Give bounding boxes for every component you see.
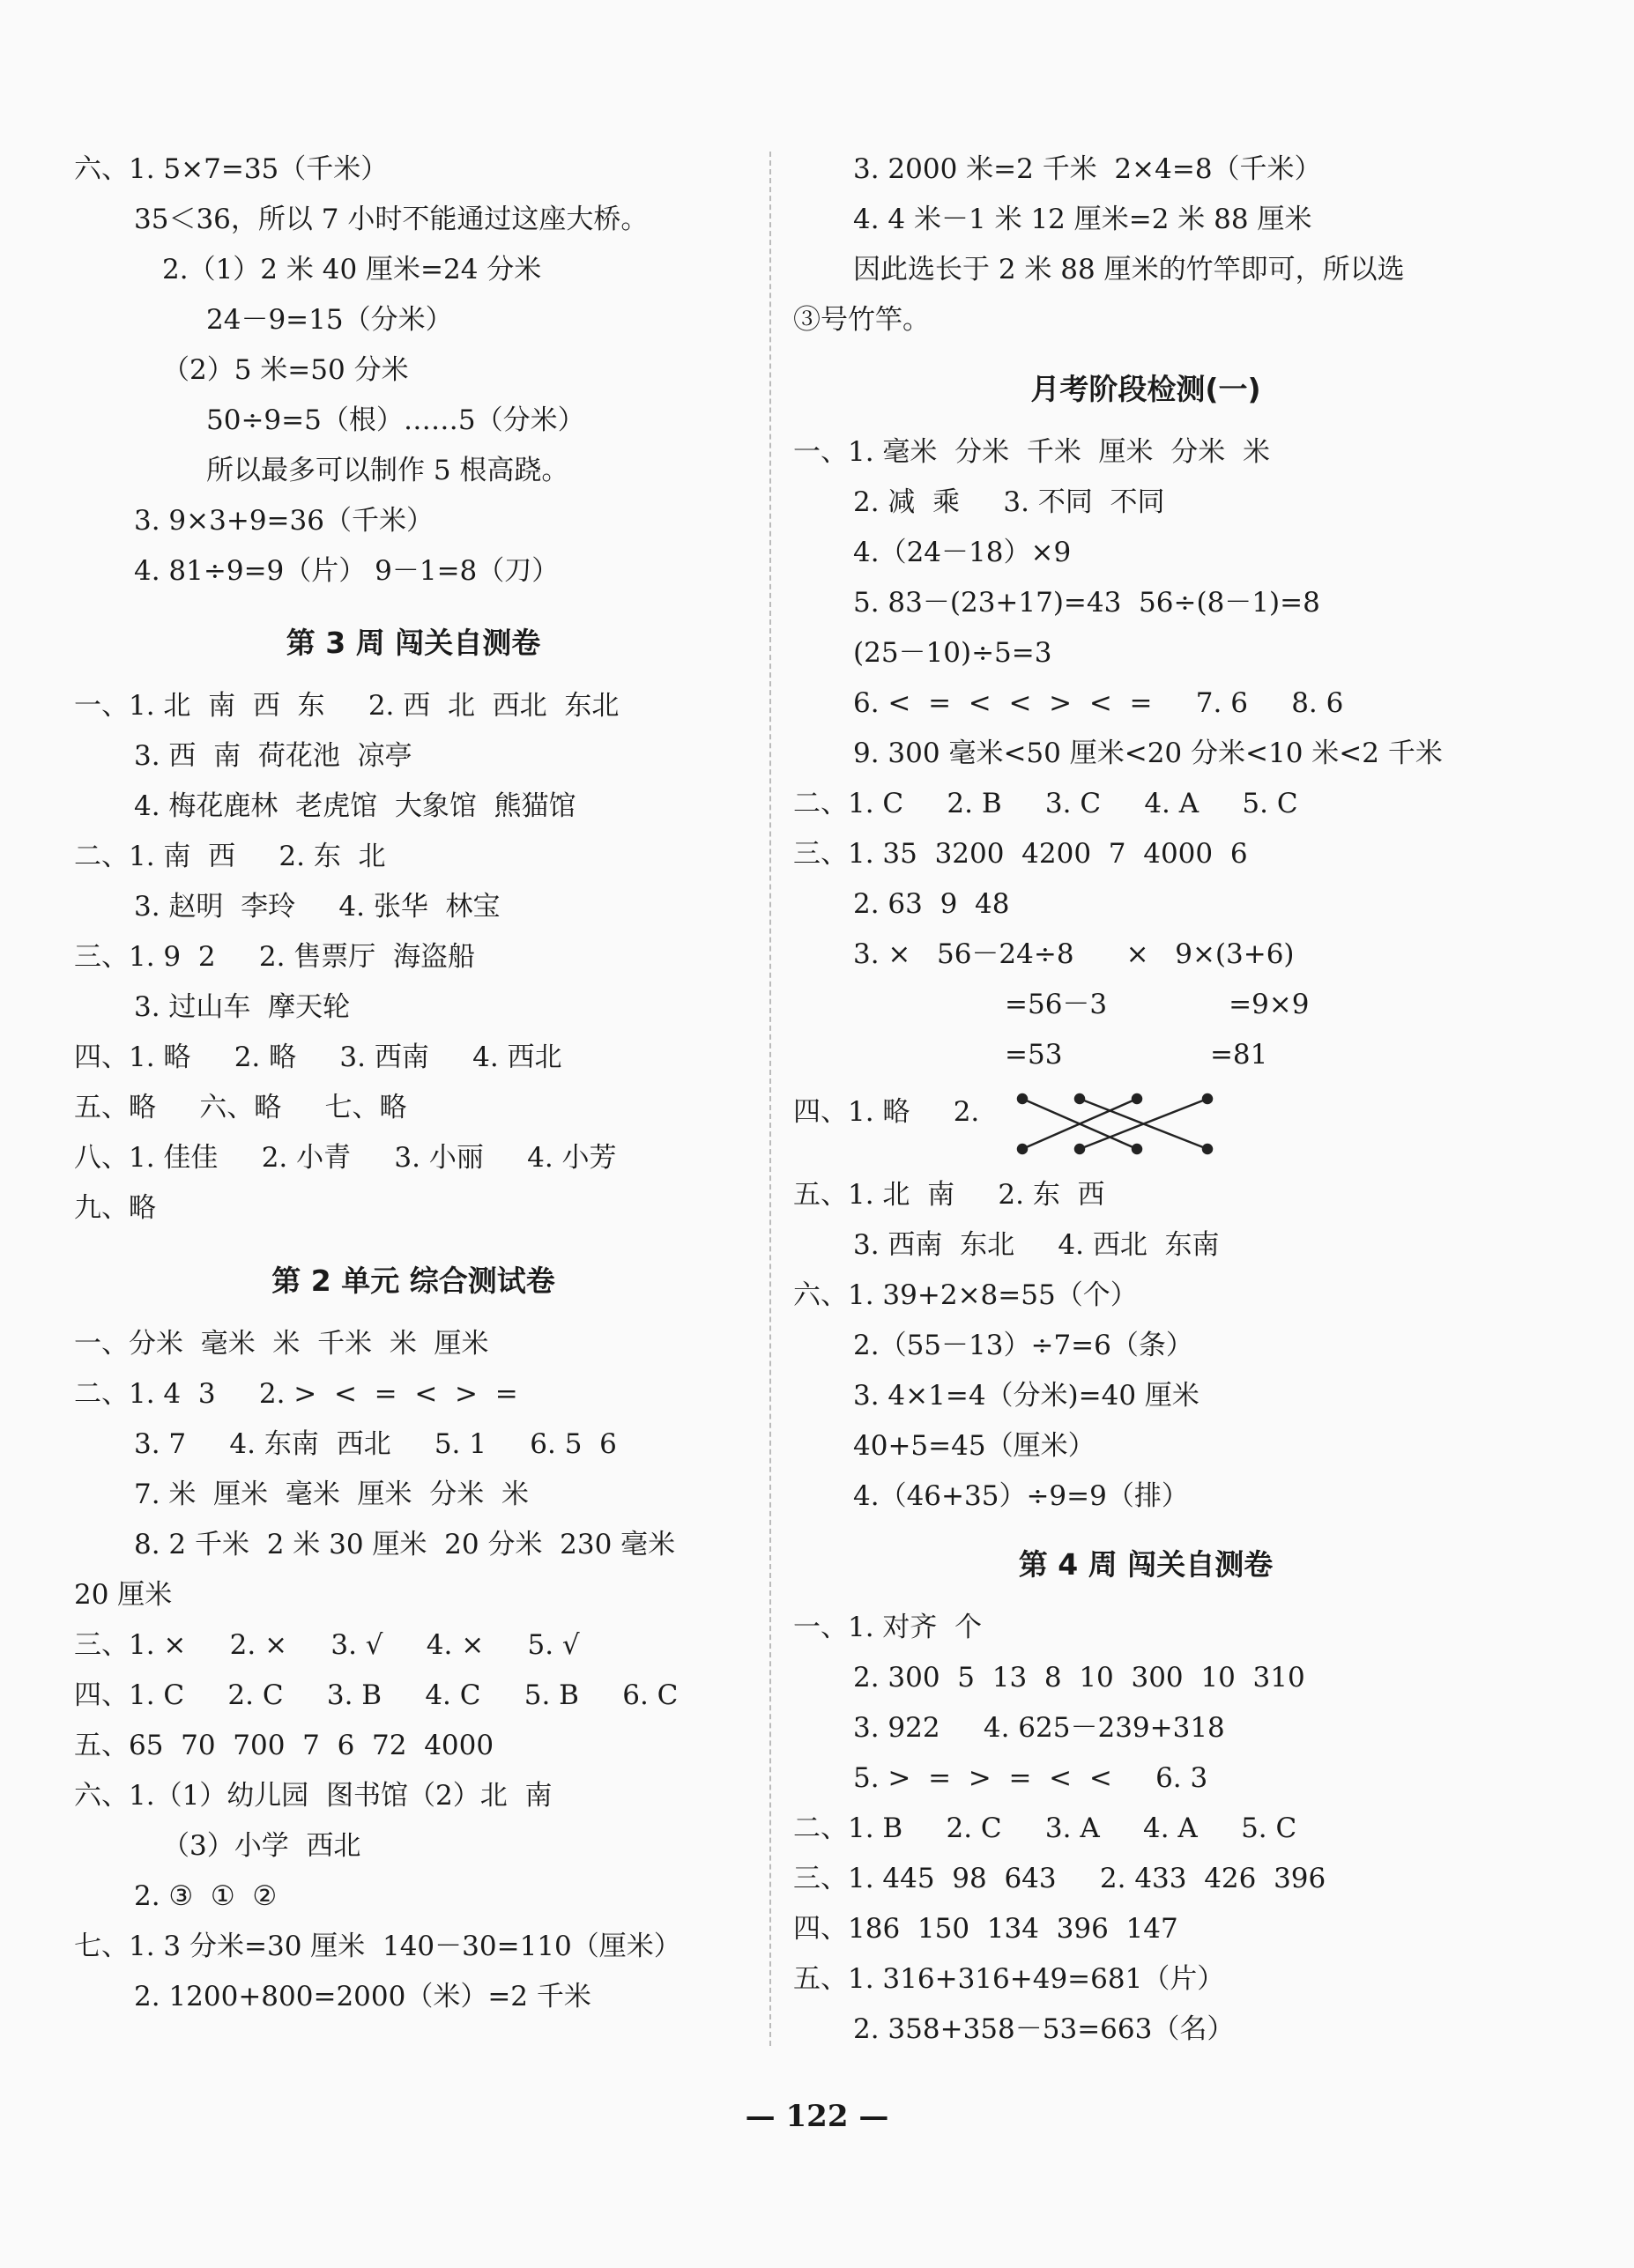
section-title: 第 2 单元 综合测试卷 (271, 1264, 555, 1298)
answer-line: 3. 922 4. 625－239+318 (853, 1712, 1225, 1744)
section-title: 第 4 周 闯关自测卷 (1018, 1547, 1274, 1582)
answer-line: 所以最多可以制作 5 根高跷。 (206, 455, 569, 486)
match-dot (1018, 1094, 1027, 1103)
answer-line: 八、1. 佳佳 2. 小青 3. 小丽 4. 小芳 (74, 1142, 617, 1174)
answer-line: 一、1. 毫米 分米 千米 厘米 分米 米 (793, 436, 1270, 468)
answer-line: 5. 83－(23+17)=43 56÷(8－1)=8 (853, 587, 1320, 619)
answer-line: 2. 63 9 48 (853, 888, 1010, 920)
answer-line: 2. ③ ① ② (134, 1880, 278, 1912)
answer-line: 五、略 六、略 七、略 (74, 1092, 407, 1123)
section-title: 月考阶段检测(一) (1030, 372, 1261, 406)
answer-line: 7. 米 厘米 毫米 厘米 分米 米 (134, 1479, 529, 1510)
answer-line: 3. 4×1=4（分米)=40 厘米 (853, 1380, 1200, 1412)
answer-line: 九、略 (74, 1192, 156, 1224)
match-dot (1133, 1094, 1141, 1103)
match-dot (1075, 1094, 1084, 1103)
answer-line: 5. > = > = < < 6. 3 (853, 1762, 1208, 1794)
section-title: 第 3 周 闯关自测卷 (286, 626, 541, 660)
answer-line: 三、1. 445 98 643 2. 433 426 396 (793, 1863, 1326, 1894)
answer-line: 9. 300 毫米<50 厘米<20 分米<10 米<2 千米 (853, 737, 1443, 769)
match-dot (1203, 1094, 1212, 1103)
answer-line: 四、1. 略 2. (793, 1096, 980, 1128)
answer-line: 4. 4 米－1 米 12 厘米=2 米 88 厘米 (853, 204, 1312, 235)
answer-line: 40+5=45（厘米） (853, 1430, 1096, 1462)
answer-line: 4. 81÷9=9（片） 9－1=8（刀） (134, 555, 560, 587)
answer-line: 35＜36，所以 7 小时不能通过这座大桥。 (134, 204, 649, 235)
answer-line: 五、65 70 700 7 6 72 4000 (74, 1730, 494, 1761)
answer-line: 3. 2000 米=2 千米 2×4=8（千米） (853, 153, 1322, 185)
match-dot (1018, 1145, 1027, 1153)
match-dot (1133, 1145, 1141, 1153)
answer-line: 6. < = < < > < = 7. 6 8. 6 (853, 687, 1344, 719)
answer-line: 4.（24－18）×9 (853, 537, 1072, 568)
answer-line: 2. 358+358－53=663（名） (853, 2013, 1235, 2045)
answer-line: 8. 2 千米 2 米 30 厘米 20 分米 230 毫米 (134, 1529, 676, 1560)
answer-line: 二、1. 4 3 2. > < = < > = (74, 1378, 518, 1410)
answer-line: =53 =81 (1005, 1039, 1268, 1071)
answer-line: 六、1. 39+2×8=55（个） (793, 1279, 1138, 1311)
answer-line: 四、1. 略 2. 略 3. 西南 4. 西北 (74, 1041, 562, 1073)
answer-line: 4.（46+35）÷9=9（排） (853, 1480, 1189, 1512)
answer-line: 六、1.（1）幼儿园 图书馆（2）北 南 (74, 1780, 553, 1812)
answer-line: 五、1. 316+316+49=681（片） (793, 1963, 1225, 1995)
answer-line: 三、1. × 2. × 3. √ 4. × 5. √ (74, 1629, 580, 1661)
column-divider (769, 152, 771, 2046)
answer-line: 一、1. 北 南 西 东 2. 西 北 西北 东北 (74, 690, 620, 722)
answer-line: （2）5 米=50 分米 (162, 354, 409, 386)
answer-line: 一、分米 毫米 米 千米 米 厘米 (74, 1328, 489, 1360)
answer-line: （3）小学 西北 (162, 1830, 361, 1862)
answer-line: 3. 过山车 摩天轮 (134, 991, 351, 1023)
answer-line: 七、1. 3 分米=30 厘米 140－30=110（厘米） (74, 1931, 681, 1962)
answer-line: 3. 7 4. 东南 西北 5. 1 6. 5 6 (134, 1428, 617, 1460)
answer-line: 二、1. 南 西 2. 东 北 (74, 841, 386, 872)
answer-line: 二、1. B 2. C 3. A 4. A 5. C (793, 1812, 1297, 1844)
answer-line: =56－3 =9×9 (1005, 989, 1310, 1020)
answer-line: 2. 减 乘 3. 不同 不同 (853, 486, 1165, 518)
answer-line: 2. 300 5 13 8 10 300 10 310 (853, 1662, 1305, 1694)
match-dot (1203, 1145, 1212, 1153)
answer-line: 3. 西南 东北 4. 西北 东南 (853, 1229, 1220, 1261)
answer-line: 四、1. C 2. C 3. B 4. C 5. B 6. C (74, 1679, 679, 1711)
answer-line: 3. 9×3+9=36（千米） (134, 505, 434, 537)
answer-line: 4. 梅花鹿林 老虎馆 大象馆 熊猫馆 (134, 790, 576, 822)
answer-line: 二、1. C 2. B 3. C 4. A 5. C (793, 788, 1298, 819)
answer-line: 50÷9=5（根）……5（分米） (206, 404, 585, 436)
answer-line: 2. 1200+800=2000（米）=2 千米 (134, 1981, 591, 2012)
answer-line: 3. × 56－24÷8 × 9×(3+6) (853, 938, 1295, 970)
answer-line: 2.（55－13）÷7=6（条） (853, 1330, 1193, 1361)
answer-line: 五、1. 北 南 2. 东 西 (793, 1179, 1105, 1211)
answer-line: (25－10)÷5=3 (853, 637, 1052, 669)
match-dot (1075, 1145, 1084, 1153)
answer-line: 24－9=15（分米） (206, 304, 453, 336)
answer-line: 六、1. 5×7=35（千米） (74, 153, 389, 185)
answer-line: 一、1. 对齐 个 (793, 1612, 983, 1643)
answer-line: ③号竹竿。 (793, 304, 930, 336)
page-number: — 122 — (745, 2099, 889, 2134)
answer-line: 三、1. 9 2 2. 售票厅 海盗船 (74, 941, 475, 973)
answer-line: 四、186 150 134 396 147 (793, 1913, 1178, 1945)
answer-line: 2.（1）2 米 40 厘米=24 分米 (162, 254, 542, 285)
answer-line: 3. 西 南 荷花池 凉亭 (134, 740, 412, 772)
answer-line: 3. 赵明 李玲 4. 张华 林宝 (134, 891, 501, 923)
answer-line: 20 厘米 (74, 1579, 173, 1611)
matching-diagram (1005, 1086, 1234, 1165)
answer-line: 三、1. 35 3200 4200 7 4000 6 (793, 838, 1248, 870)
answer-line: 因此选长于 2 米 88 厘米的竹竿即可，所以选 (853, 254, 1405, 285)
